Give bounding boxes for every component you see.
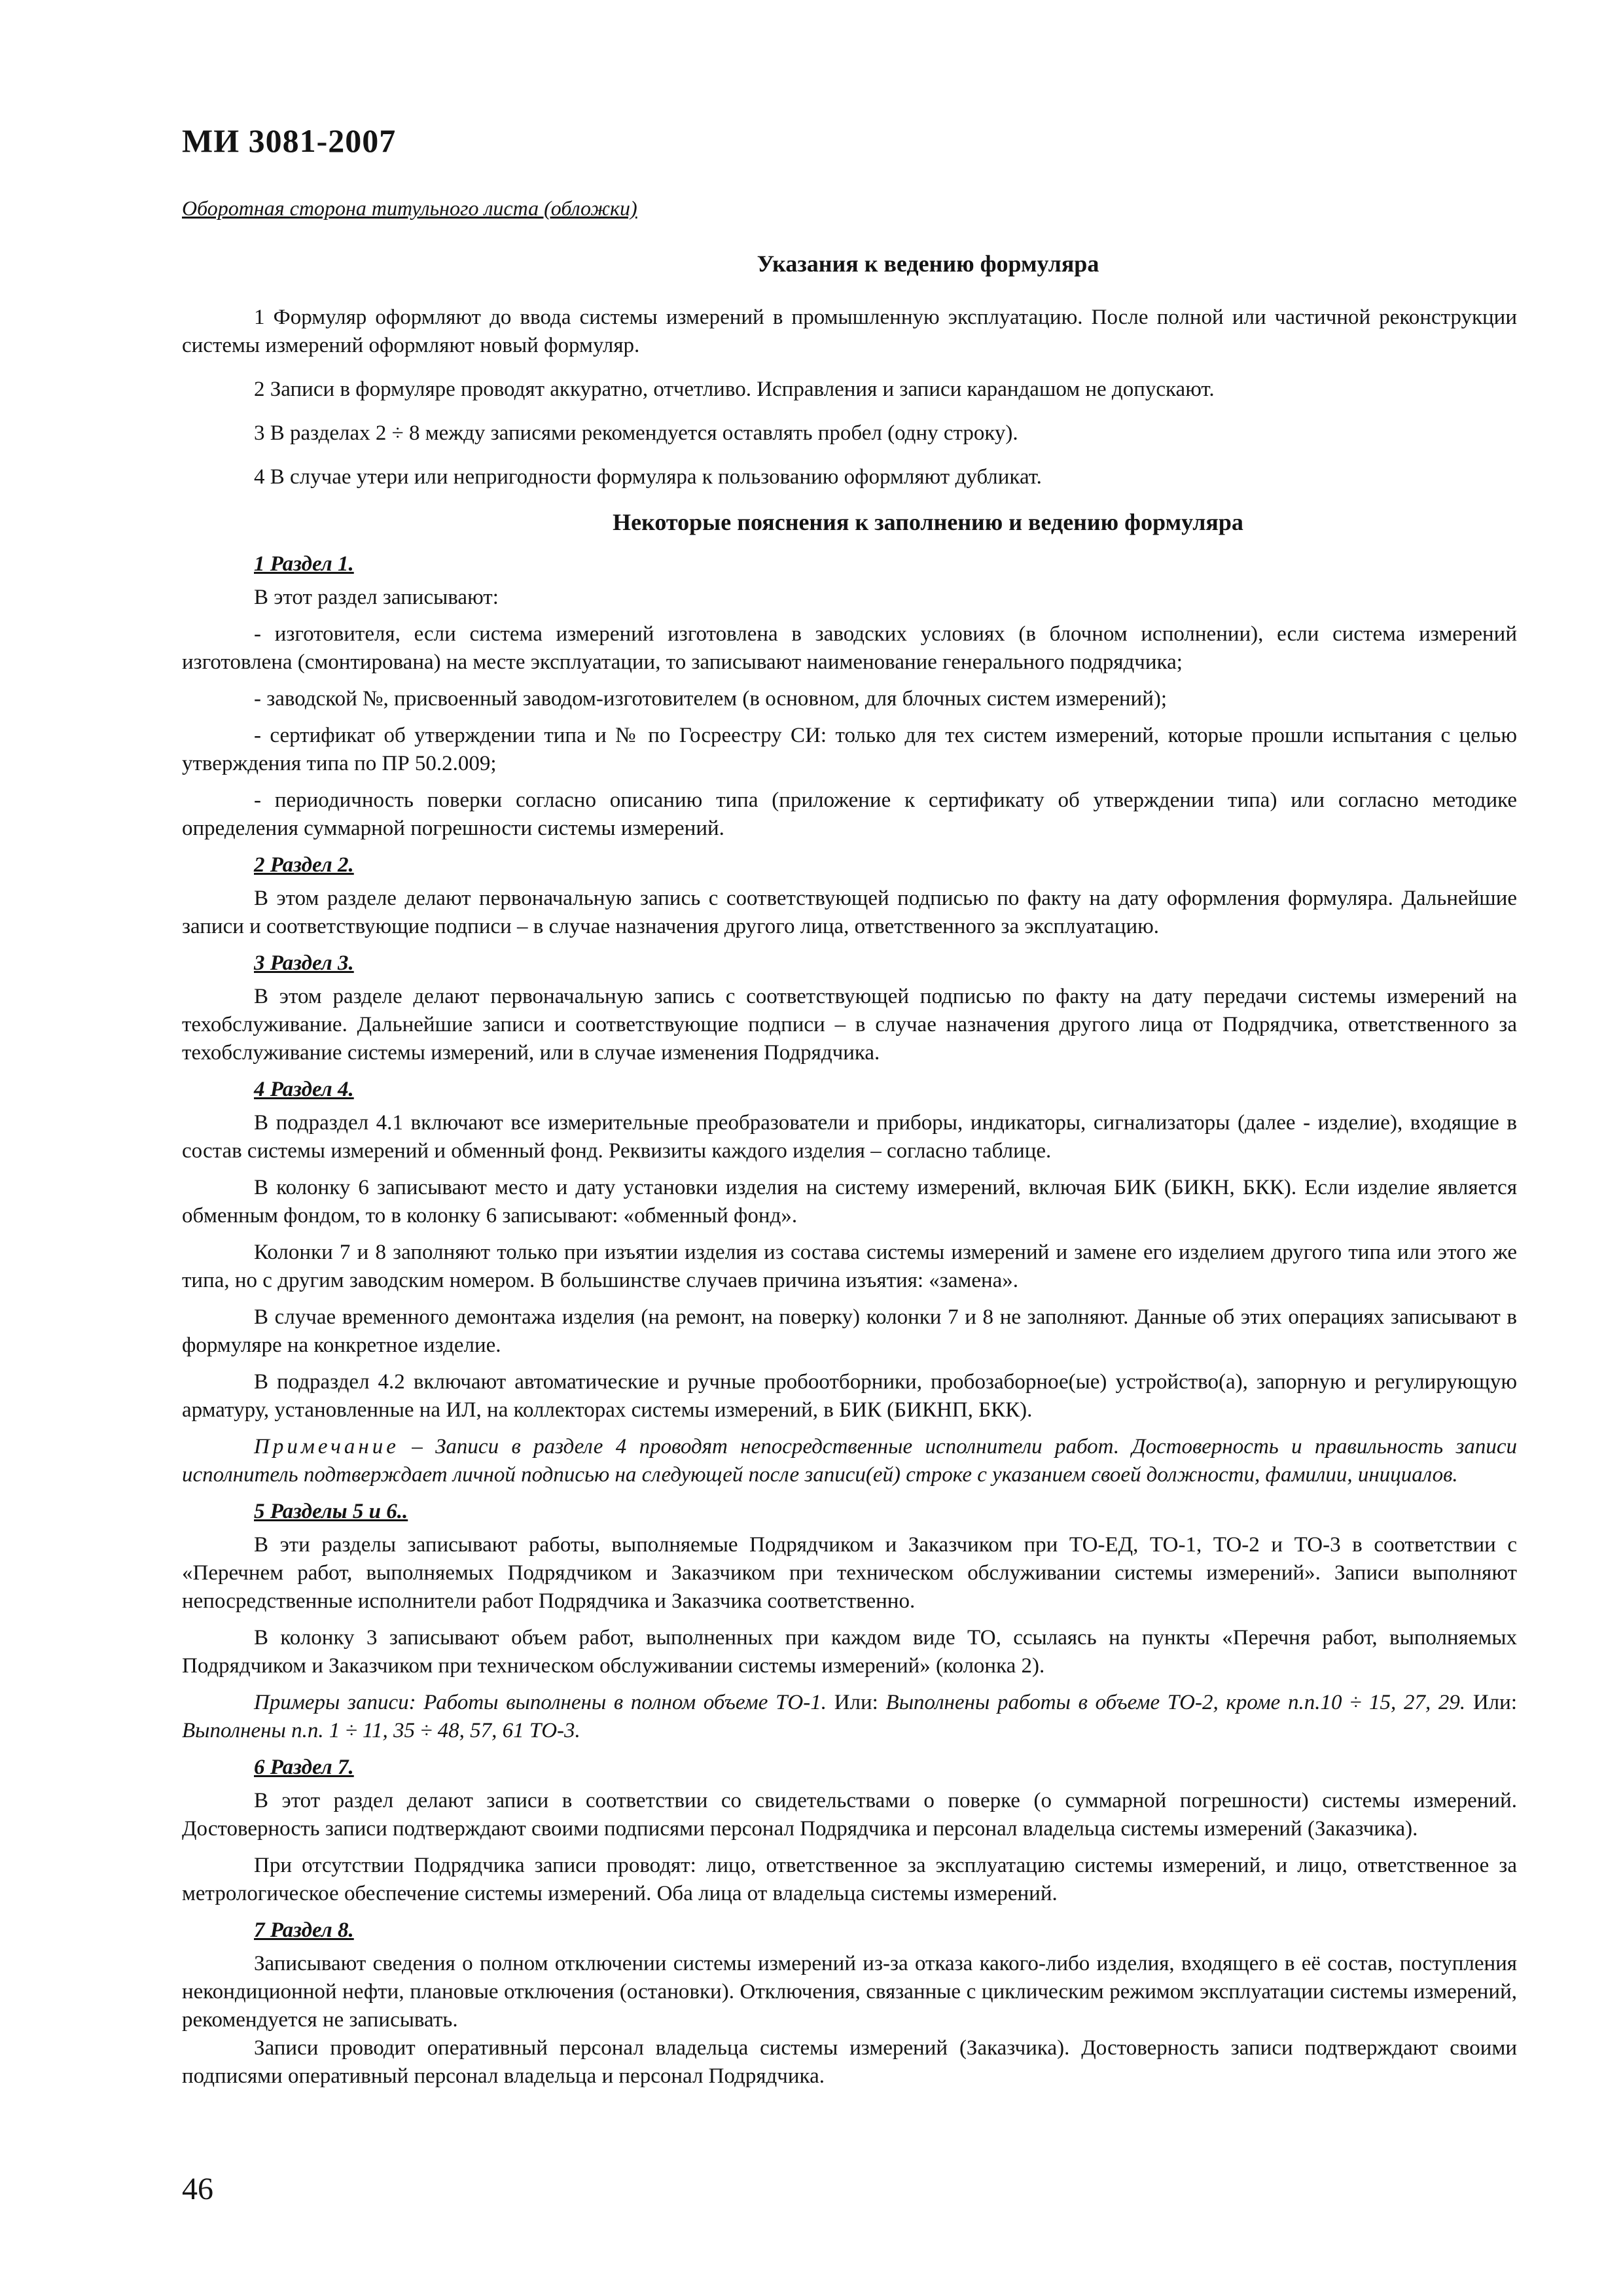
section-7-heading: 7 Раздел 8. (254, 1918, 354, 1942)
section-5-paragraph: В эти разделы записывают работы, выполняемые Подрядчиком и Заказчиком при ТО-ЕД, ТО-1, ТО-2 и ТО-3 в соответствии с «Перечнем работ, выполняемых Подрядчиком и Заказчиком при техническом обслуживании системы измерений». Записи выполняют непосредственные исполнители работ Подрядчика и Заказчика соответственно. (182, 1533, 1517, 1613)
section-2-paragraph: В этом разделе делают первоначальную запись с соответствующей подписью по факту на дату оформления формуляра. Дальнейшие записи и соответствующие подписи – в случае назначения другого лица, ответственного за эксплуатацию. (182, 887, 1517, 938)
section-5-paragraph: В колонку 3 записывают объем работ, выполненных при каждом виде ТО, ссылаясь на пункты «Перечня работ, выполняемых Подрядчиком и Заказчиком при техническом обслуживании системы измерений» (колонка 2). (182, 1626, 1517, 1678)
section-6-paragraph: При отсутствии Подрядчика записи проводят: лицо, ответственное за эксплуатацию системы измерений, и лицо, ответственное за метрологическое обеспечение системы измерений. Оба лица от владельца системы измерений. (182, 1854, 1517, 1905)
section-4-paragraph: Колонки 7 и 8 заполняют только при изъятии изделия из состава системы измерений и замене его изделием другого типа или этого же типа, но с другим заводским номером. В большинстве случаев причина изъятия: «замена». (182, 1241, 1517, 1292)
document-body (182, 249, 1517, 2091)
section-4-paragraph: В случае временного демонтажа изделия (на ремонт, на поверку) колонки 7 и 8 не заполняют. Данные об этих операциях записывают в формуляре на конкретное изделие. (182, 1305, 1517, 1357)
section-1-paragraph: - заводской №, присвоенный заводом-изготовителем (в основном, для блочных систем измерений); (254, 687, 1168, 711)
example-c: Выполнены п.п. 1 ÷ 11, 35 ÷ 48, 57, 61 ТО-3. (182, 1719, 580, 1742)
instruction-item-1: 1 Формуляр оформляют до ввода системы измерений в промышленную эксплуатацию. После полной или частичной реконструкции системы измерений оформляют новый формуляр. (182, 306, 1517, 357)
explanations-heading: Некоторые пояснения к заполнению и ведению формуляра (613, 509, 1243, 535)
section-3-heading: 3 Раздел 3. (254, 951, 354, 975)
section-4-note (182, 1433, 1517, 1489)
example-a: Примеры записи: Работы выполнены в полном объеме ТО-1. (254, 1691, 827, 1714)
section-4-paragraph: В колонку 6 записывают место и дату установки изделия на систему измерений, включая БИК (БИКН, БКК). Если изделие является обменным фондом, то в колонку 6 записывают: «обменный фонд». (182, 1176, 1517, 1227)
instruction-item-3: 3 В разделах 2 ÷ 8 между записями рекомендуется оставлять пробел (одну строку). (254, 421, 1018, 445)
section-5-heading: 5 Разделы 5 и 6.. (254, 1500, 408, 1523)
section-4-paragraph: В подраздел 4.1 включают все измерительные преобразователи и приборы, индикаторы, сигнализаторы (далее - изделие), входящие в состав системы измерений и обменный фонд. Реквизиты каждого изделия – согласно таблице. (182, 1111, 1517, 1163)
example-or: Или: (827, 1691, 886, 1714)
section-7-paragraph: Записи проводит оперативный персонал владельца системы измерений (Заказчика). Достоверность записи подтверждают своими подписями оперативный персонал владельца и персонал Подрядчика. (182, 2036, 1517, 2088)
example-b: Выполнены работы в объеме ТО-2, кроме п.п.10 ÷ 15, 27, 29. (885, 1691, 1466, 1714)
section-1-paragraph: - периодичность поверки согласно описанию типа (приложение к сертификату об утверждении типа) или согласно методике определения суммарной погрешности системы измерений. (182, 788, 1517, 840)
section-1-heading: 1 Раздел 1. (254, 552, 354, 576)
page-subtitle: Оборотная сторона титульного листа (обложки) (182, 196, 637, 220)
section-5-examples (182, 1689, 1517, 1745)
example-or: Или: (1465, 1691, 1517, 1714)
section-6-paragraph: В этот раздел делают записи в соответствии со свидетельствами о поверке (о суммарной погрешности) системы измерений. Достоверность записи подтверждают своими подписями персонал Подрядчика и персонал владельца системы измерений (Заказчика). (182, 1789, 1517, 1841)
section-1-paragraph: - изготовителя, если система измерений изготовлена в заводских условиях (в блочном исполнении), если система измерений изготовлена (смонтирована) на месте эксплуатации, то записывают наименование генерального подрядчика; (182, 622, 1517, 674)
section-6-heading: 6 Раздел 7. (254, 1756, 354, 1779)
note-lead: Примечание (254, 1435, 399, 1458)
section-1-paragraph: - сертификат об утверждении типа и № по Госреестру СИ: только для тех систем измерений, которые прошли испытания с целью утверждения типа по ПР 50.2.009; (182, 724, 1517, 775)
instructions-heading: Указания к ведению формуляра (757, 251, 1099, 277)
page-number: 46 (182, 2172, 213, 2206)
section-3-paragraph: В этом разделе делают первоначальную запись с соответствующей подписью по факту на дату передачи системы измерений на техобслуживание. Дальнейшие записи и соответствующие подписи – в случае назначения другого лица от Подрядчика, ответственного за техобслуживание системы измерений, или в случае изменения Подрядчика. (182, 985, 1517, 1065)
section-1-paragraph: В этот раздел записывают: (254, 586, 499, 609)
instruction-item-2: 2 Записи в формуляре проводят аккуратно, отчетливо. Исправления и записи карандашом не допускают. (254, 378, 1215, 401)
section-4-heading: 4 Раздел 4. (254, 1078, 354, 1101)
section-4-paragraph: В подраздел 4.2 включают автоматические и ручные пробоотборники, пробозаборное(ые) устройство(а), запорную и регулирующую арматуру, установленные на ИЛ, на коллекторах системы измерений, в БИК (БИКНП, БКК). (182, 1370, 1517, 1422)
document-code: МИ 3081-2007 (182, 122, 397, 159)
section-7-paragraph: Записывают сведения о полном отключении системы измерений из-за отказа какого-либо изделия, входящего в её состав, поступления некондиционной нефти, плановые отключения (остановки). Отключения, связанные с циклическим режимом эксплуатации системы измерений, рекомендуется не записывать. (182, 1952, 1517, 2032)
section-2-heading: 2 Раздел 2. (254, 853, 354, 877)
note-text: – Записи в разделе 4 проводят непосредственные исполнители работ. Достоверность и правильность записи исполнитель подтверждает личной подписью на следующей после записи(ей) строке с указанием своей должности, фамилии, инициалов. (182, 1435, 1517, 1487)
instruction-item-4: 4 В случае утери или непригодности формуляра к пользованию оформляют дубликат. (254, 465, 1042, 489)
